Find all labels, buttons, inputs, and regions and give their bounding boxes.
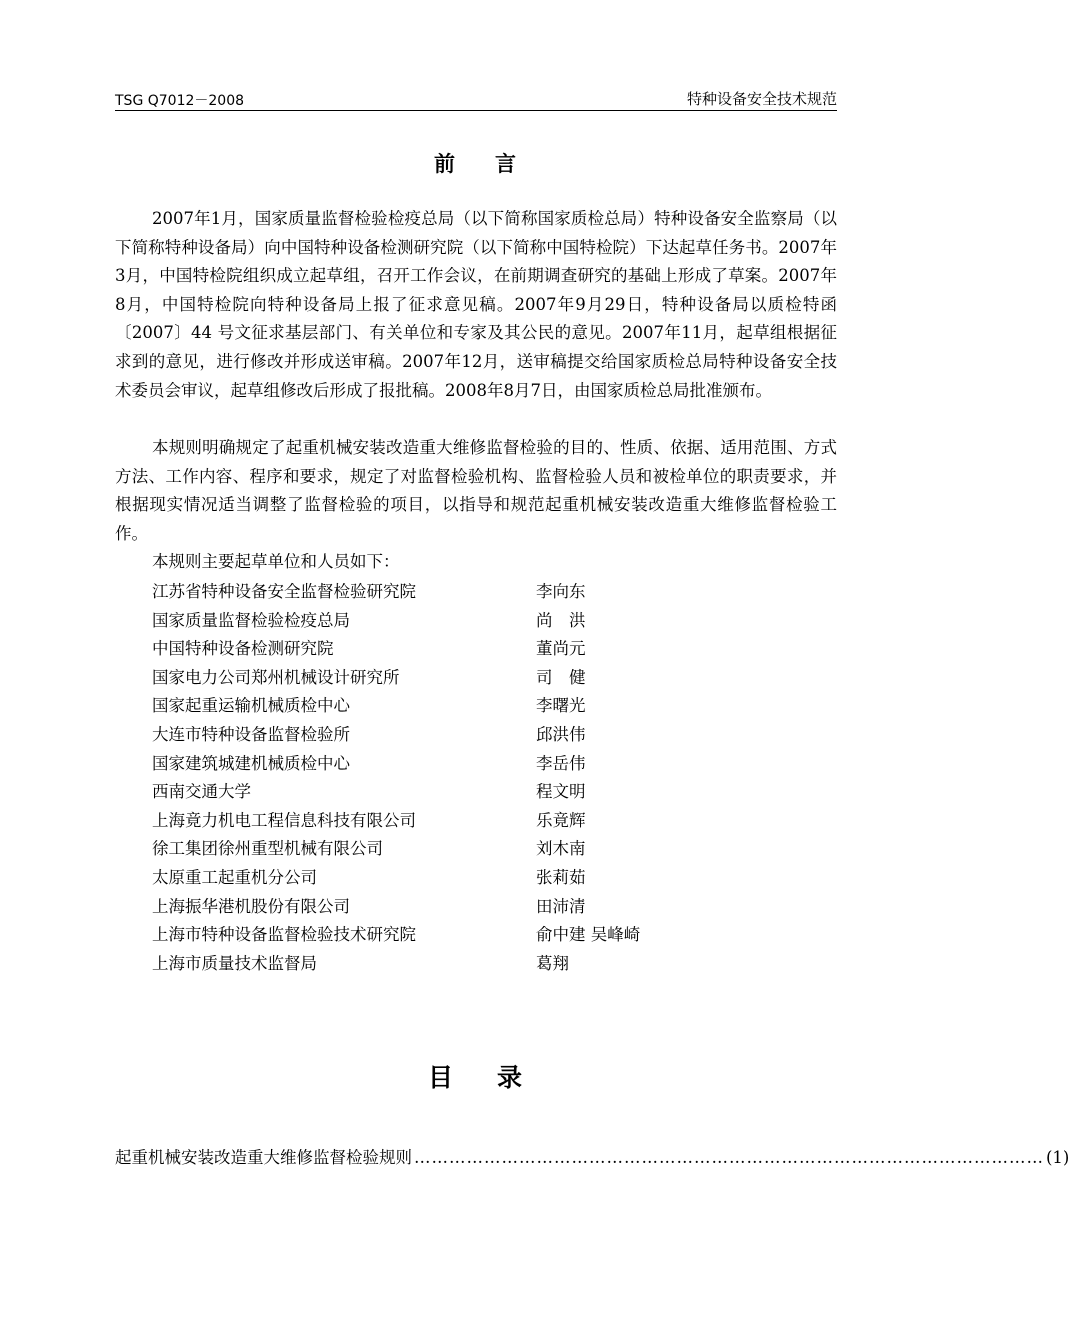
drafter-org: 西南交通大学 [152, 782, 251, 802]
drafter-row [152, 807, 752, 836]
preface-paragraph-2: 本规则明确规定了起重机械安装改造重大维修监督检验的目的、性质、依据、适用范围、方式方法、工作内容、程序和要求，规定了对监督检验机构、监督检验人员和被检单位的职责要求，并根据现实情况适当调整了监督检验的项目，以指导和规范起重机械安装改造重大维修监督检验工作。 [115, 438, 837, 543]
toc-entry-title: 起重机械安装改造重大维修监督检验规则 [115, 1148, 412, 1167]
drafter-row [152, 721, 752, 750]
drafter-org: 上海市质量技术监督局 [152, 953, 317, 973]
drafter-people: 乐竟辉 [536, 810, 586, 830]
drafter-row [152, 750, 752, 779]
drafter-org: 徐工集团徐州重型机械有限公司 [152, 839, 383, 859]
drafter-org: 大连市特种设备监督检验所 [152, 724, 350, 744]
drafter-people: 李向东 [536, 582, 586, 601]
drafter-people: 程文明 [536, 782, 586, 802]
drafter-org: 上海市特种设备监督检验技术研究院 [152, 925, 416, 945]
standard-code: TSG Q7012－2008 [115, 93, 245, 109]
drafter-people: 李岳伟 [536, 753, 586, 773]
drafter-org: 江苏省特种设备安全监督检验研究院 [152, 582, 416, 601]
drafter-people: 俞中建 吴峰崎 [536, 925, 641, 945]
drafter-org: 上海振华港机股份有限公司 [152, 896, 350, 916]
drafter-row [152, 664, 752, 693]
drafter-row [152, 864, 752, 893]
drafter-row [152, 835, 752, 864]
drafter-org: 国家质量监督检验检疫总局 [152, 610, 350, 630]
drafter-org: 国家电力公司郑州机械设计研究所 [152, 667, 400, 687]
drafter-row [152, 607, 752, 636]
drafter-people: 刘木南 [536, 839, 586, 859]
drafter-org: 国家建筑城建机械质检中心 [152, 753, 350, 773]
drafter-org: 中国特种设备检测研究院 [152, 639, 334, 659]
drafter-people: 邱洪伟 [536, 724, 586, 744]
drafter-row [152, 778, 752, 807]
toc-entry-page: (1) [1046, 1148, 1069, 1167]
drafter-org: 太原重工起重机分公司 [152, 867, 317, 887]
drafter-row [152, 635, 752, 664]
preface-paragraph-1: 2007年1月，国家质量监督检验检疫总局（以下简称国家质检总局）特种设备安全监察局（以下简称特种设备局）向中国特种设备检测研究院（以下简称中国特检院）下达起草任务书。2007年3月，中国特检院组织成立起草组，召开工作会议，在前期调查研究的基础上形成了草案。2007年8月，中国特检院向特种设备局上报了征求意见稿。2007年9月29日，特种设备局以质检特函〔2007〕44 号文征求基层部门、有关单位和专家及其公民的意见。2007年11月，起草组根据征求到的意见，进行修改并形成送审稿。2007年12月，送审稿提交给国家质检总局特种设备安全技术委员会审议，起草组修改后形成了报批稿。2008年8月7日，由国家质检总局批准颁布。 [115, 209, 837, 400]
drafter-row [152, 921, 752, 950]
drafter-people: 董尚元 [536, 639, 586, 659]
drafter-org: 上海竟力机电工程信息科技有限公司 [152, 810, 416, 830]
drafter-people: 李曙光 [536, 696, 586, 716]
toc-entry[interactable] [115, 1144, 1069, 1172]
drafter-people: 尚 洪 [536, 610, 586, 630]
standard-series: 特种设备安全技术规范 [686, 90, 837, 108]
drafter-row [152, 692, 752, 721]
toc-title: 目录 [427, 1063, 566, 1092]
drafter-row [152, 893, 752, 922]
drafter-org: 国家起重运输机械质检中心 [152, 696, 350, 716]
preface-paragraph-3: 本规则主要起草单位和人员如下： [152, 552, 400, 571]
page-header [115, 88, 837, 111]
drafter-row [152, 578, 752, 607]
drafter-people: 司 健 [536, 667, 586, 687]
drafter-people: 葛翔 [536, 953, 569, 973]
drafter-row [152, 950, 752, 979]
drafter-people: 田沛清 [536, 896, 586, 916]
toc-leader-dots: ……………………………………………………………………………………………… [414, 1148, 1044, 1167]
preface-title: 前言 [434, 152, 556, 176]
drafter-list [152, 578, 752, 978]
drafter-people: 张莉茹 [536, 867, 586, 887]
